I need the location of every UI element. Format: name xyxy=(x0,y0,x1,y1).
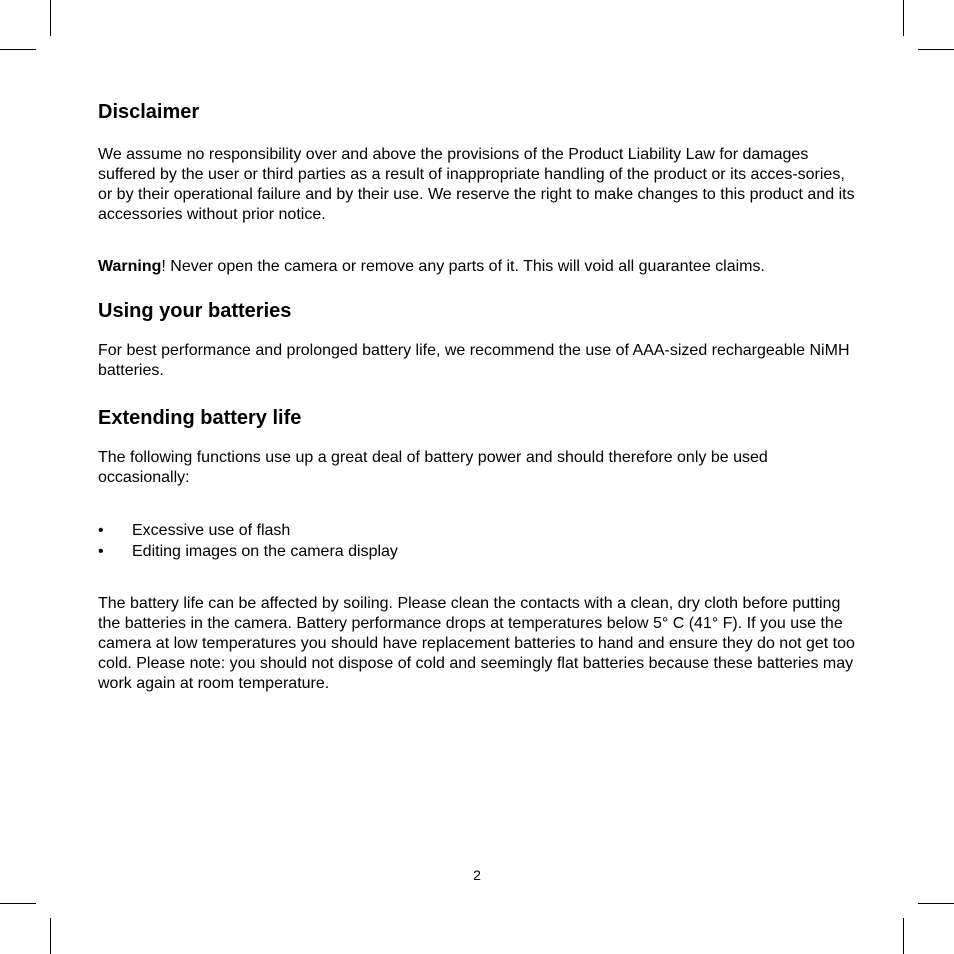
warning-paragraph xyxy=(98,257,858,277)
battery-care-paragraph: The battery life can be affected by soiling. Please clean the contacts with a clean, dry cloth before putting the batteries in the camera. Battery performance drops at temperatures below 5° C (41° F). If you use the camera at low temperatures you should have replacement batteries to hand and ensure they do not get too cold. Please note: you should not dispose of cold and seemingly flat batteries because these batteries may work again at room temperature. xyxy=(98,595,855,692)
crop-mark-top-right-vertical xyxy=(903,0,904,36)
list-item-text: Excessive use of flash xyxy=(132,522,291,539)
crop-mark-top-left-vertical xyxy=(50,0,51,36)
disclaimer-heading: Disclaimer xyxy=(98,101,200,123)
list-item xyxy=(98,520,858,541)
page-number: 2 xyxy=(473,867,481,883)
crop-mark-bottom-right-vertical xyxy=(903,918,904,954)
batteries-heading: Using your batteries xyxy=(98,300,292,322)
warning-text: ! Never open the camera or remove any parts of it. This will void all guarantee claims. xyxy=(161,258,765,275)
bullet-icon: • xyxy=(98,543,104,560)
list-item-text: Editing images on the camera display xyxy=(132,543,398,560)
disclaimer-paragraph: We assume no responsibility over and above the provisions of the Product Liability Law for damages suffered by the user or third parties as a result of inappropriate handling of the product or its acces-sories, or by their operational failure and by their use. We reserve the right to make changes to this product and its accessories without prior notice. xyxy=(98,146,855,223)
bullet-icon: • xyxy=(98,522,104,539)
crop-mark-top-right-horizontal xyxy=(918,49,954,50)
power-functions-list xyxy=(98,520,858,562)
warning-label: Warning xyxy=(98,258,162,275)
crop-mark-bottom-left-horizontal xyxy=(0,903,36,904)
extending-intro-paragraph: The following functions use up a great deal of battery power and should therefore only be used occasionally: xyxy=(98,449,768,486)
crop-mark-bottom-right-horizontal xyxy=(918,903,954,904)
crop-mark-bottom-left-vertical xyxy=(50,918,51,954)
crop-mark-top-left-horizontal xyxy=(0,49,36,50)
extending-heading: Extending battery life xyxy=(98,407,302,429)
list-item xyxy=(98,541,858,562)
page-content xyxy=(98,100,858,694)
batteries-paragraph: For best performance and prolonged battery life, we recommend the use of AAA-sized rechargeable NiMH batteries. xyxy=(98,342,850,379)
